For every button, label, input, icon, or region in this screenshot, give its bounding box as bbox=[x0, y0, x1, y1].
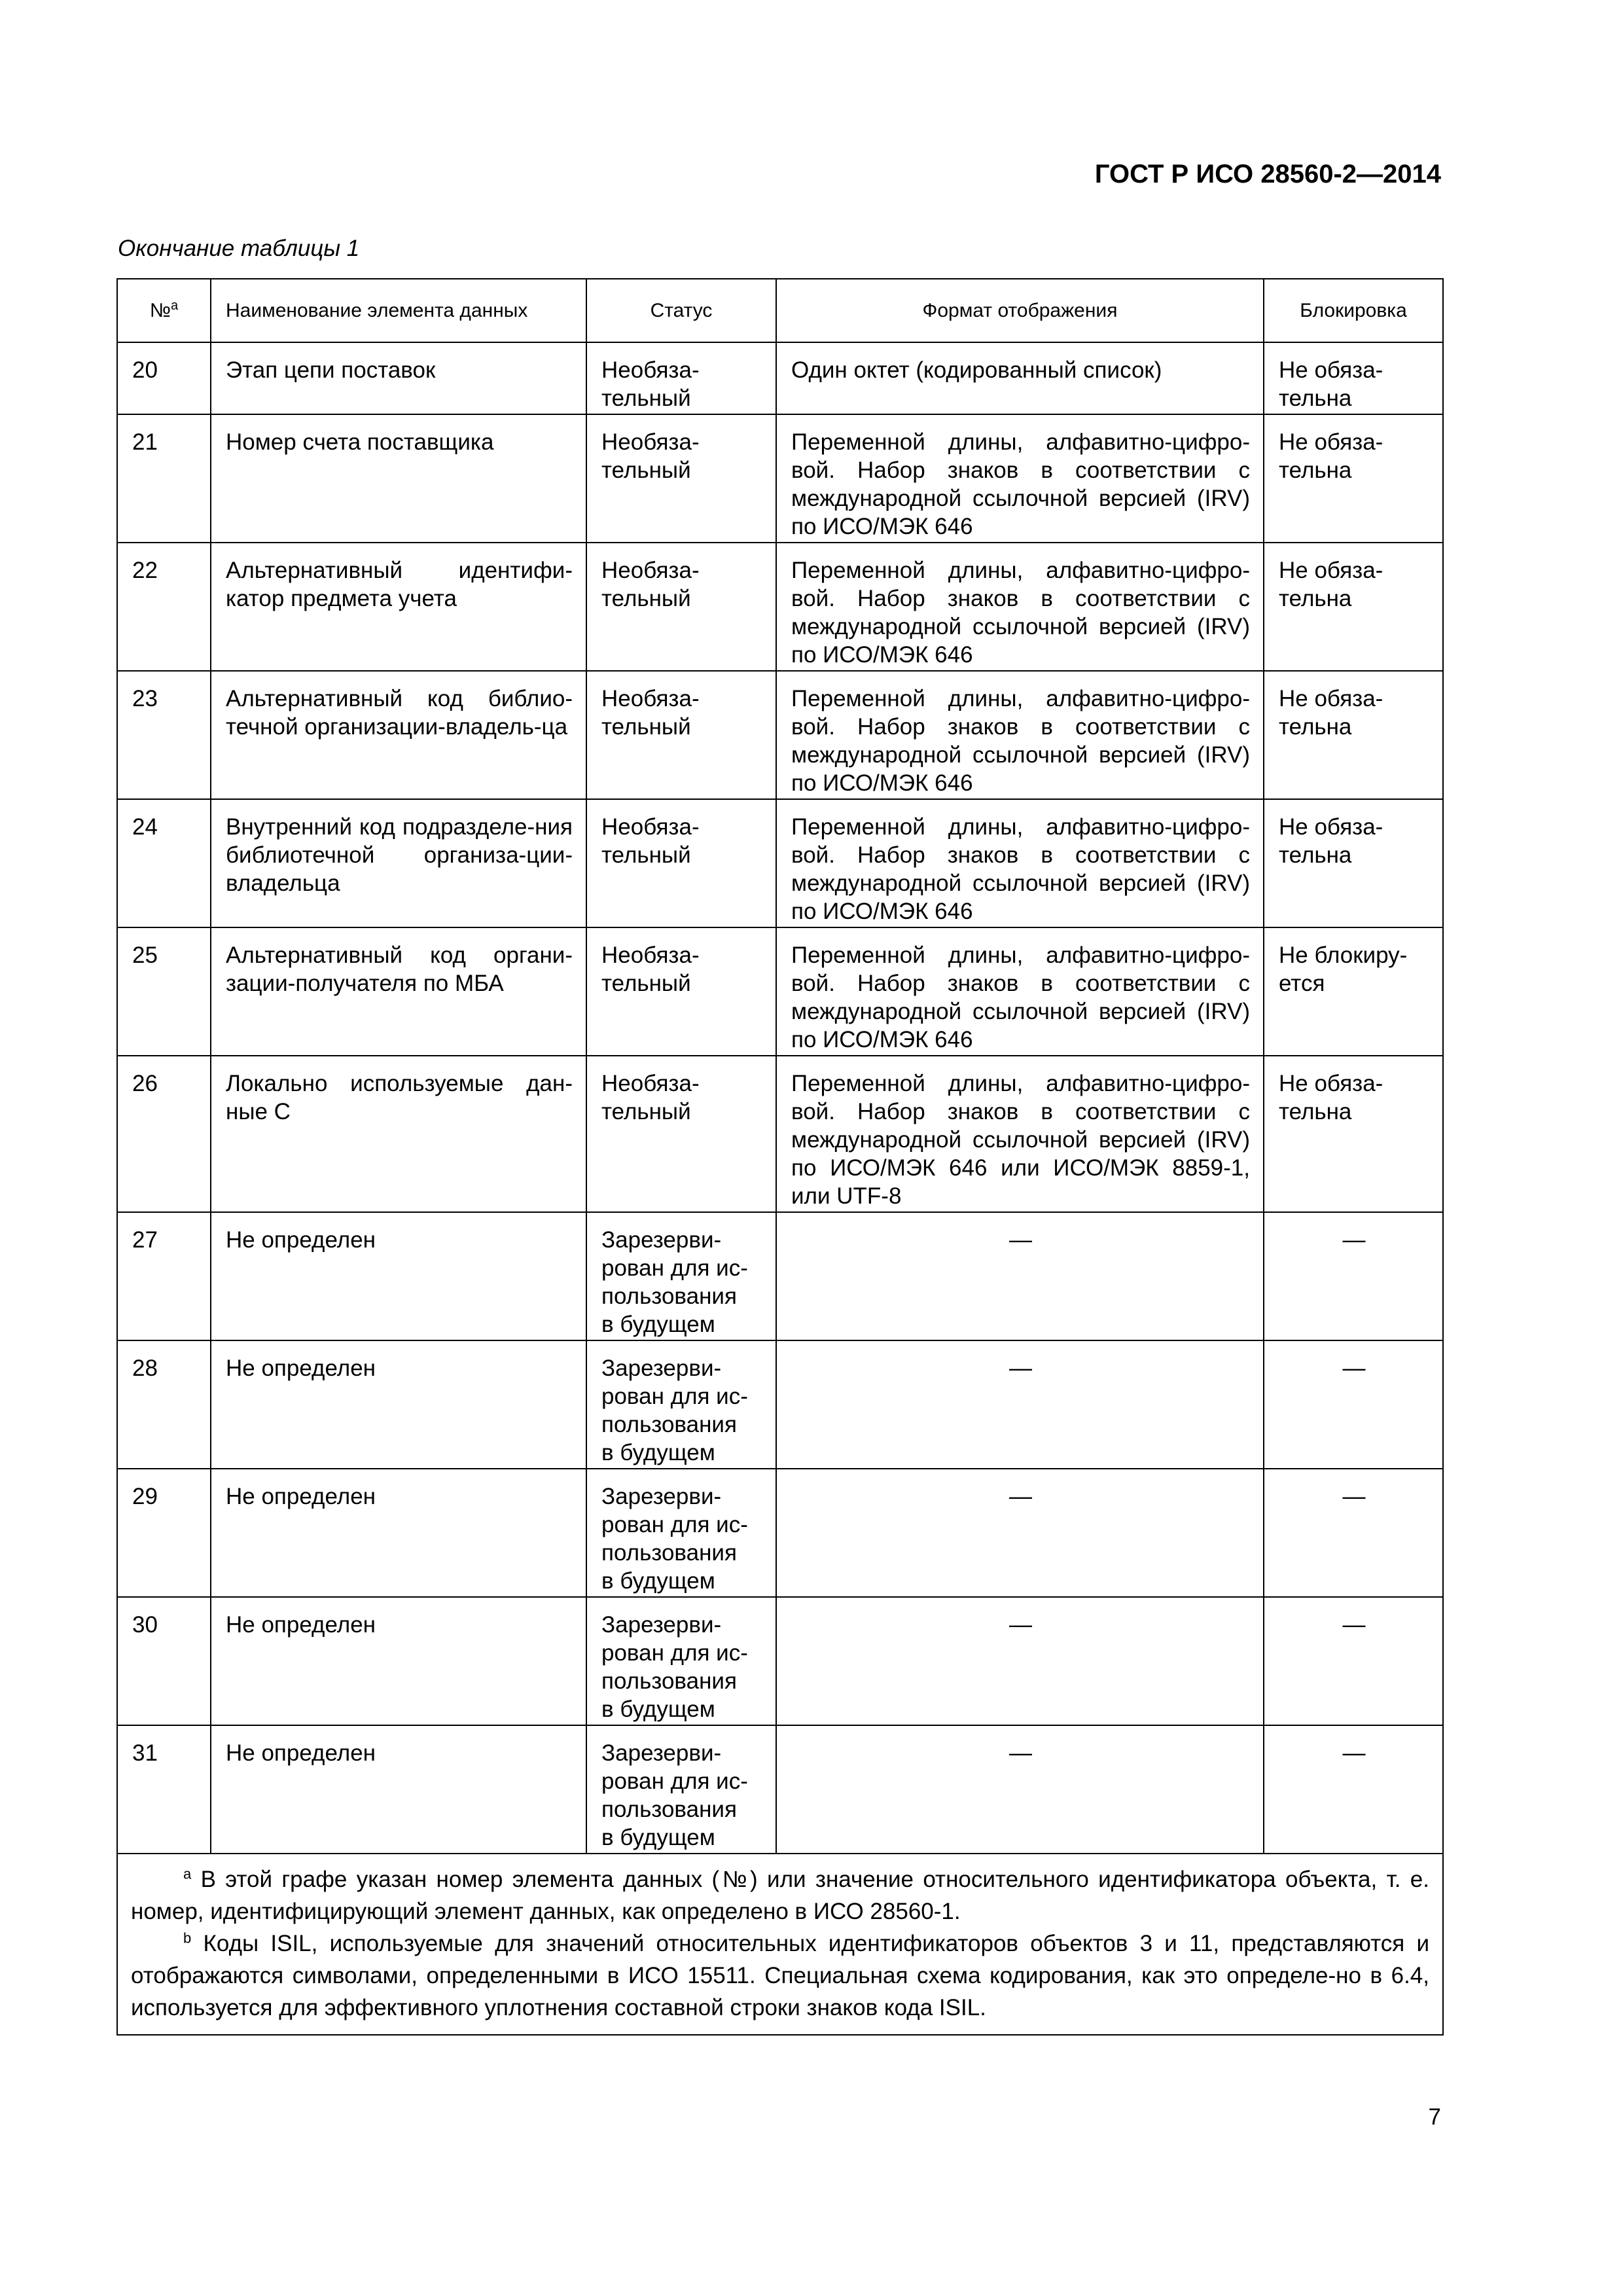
column-header-name: Наименование элемента данных bbox=[211, 279, 586, 342]
table-row bbox=[117, 1056, 1443, 1212]
document-code: ГОСТ Р ИСО 28560-2—2014 bbox=[1094, 160, 1441, 188]
cell-lock: Не обяза- тельна bbox=[1264, 414, 1443, 543]
table-caption: Окончание таблицы 1 bbox=[118, 236, 360, 261]
cell-display-format: Переменной длины, алфавитно-цифро-вой. Набор знаков в соответствии с международной ссылочной версией (IRV) по ИСО/МЭК 646 или ИСО/МЭК 8859-1, или UTF-8 bbox=[776, 1056, 1264, 1212]
cell-number: 23 bbox=[117, 671, 211, 799]
column-header-format: Формат отображения bbox=[776, 279, 1264, 342]
table-notes bbox=[117, 1854, 1443, 2035]
cell-number: 21 bbox=[117, 414, 211, 543]
cell-element-name: Альтернативный идентифи-катор предмета учета bbox=[211, 543, 586, 671]
cell-lock: Не обяза- тельна bbox=[1264, 671, 1443, 799]
cell-number: 20 bbox=[117, 342, 211, 414]
footnote-b bbox=[131, 1928, 1429, 2024]
cell-element-name: Альтернативный код библио-течной организации-владель-ца bbox=[211, 671, 586, 799]
table-notes-row bbox=[117, 1854, 1443, 2035]
cell-number: 29 bbox=[117, 1469, 211, 1597]
table-row bbox=[117, 1340, 1443, 1469]
cell-status: Зарезерви- рован для ис- пользования в будущем bbox=[586, 1469, 776, 1597]
page-number: 7 bbox=[1428, 2104, 1441, 2130]
cell-number: 22 bbox=[117, 543, 211, 671]
cell-element-name: Не определен bbox=[211, 1469, 586, 1597]
table-body bbox=[117, 342, 1443, 1854]
cell-lock: Не блокиру- ется bbox=[1264, 927, 1443, 1056]
footnote-b-marker: b bbox=[183, 1929, 192, 1946]
cell-lock: Не обяза- тельна bbox=[1264, 1056, 1443, 1212]
cell-status: Зарезерви- рован для ис- пользования в будущем bbox=[586, 1725, 776, 1854]
table-row bbox=[117, 927, 1443, 1056]
column-header-number: №$^a$ bbox=[117, 279, 211, 342]
footnote-marker: a bbox=[171, 298, 179, 313]
cell-number: 31 bbox=[117, 1725, 211, 1854]
column-header-status: Статус bbox=[586, 279, 776, 342]
cell-number: 28 bbox=[117, 1340, 211, 1469]
footnote-a-marker: a bbox=[183, 1865, 192, 1882]
cell-lock: — bbox=[1264, 1340, 1443, 1469]
cell-element-name: Номер счета поставщика bbox=[211, 414, 586, 543]
table-row bbox=[117, 1597, 1443, 1725]
cell-status: Необяза- тельный bbox=[586, 414, 776, 543]
cell-status: Зарезерви- рован для ис- пользования в будущем bbox=[586, 1212, 776, 1340]
cell-number: 25 bbox=[117, 927, 211, 1056]
cell-element-name: Этап цепи поставок bbox=[211, 342, 586, 414]
cell-element-name: Альтернативный код органи-зации-получателя по МБА bbox=[211, 927, 586, 1056]
cell-number: 24 bbox=[117, 799, 211, 927]
cell-display-format: — bbox=[776, 1725, 1264, 1854]
cell-number: 27 bbox=[117, 1212, 211, 1340]
cell-element-name: Внутренний код подразделе-ния библиотечной организа-ции-владельца bbox=[211, 799, 586, 927]
cell-lock: — bbox=[1264, 1469, 1443, 1597]
cell-lock: — bbox=[1264, 1597, 1443, 1725]
table-row bbox=[117, 543, 1443, 671]
cell-lock: — bbox=[1264, 1725, 1443, 1854]
cell-status: Зарезерви- рован для ис- пользования в будущем bbox=[586, 1597, 776, 1725]
cell-display-format: — bbox=[776, 1597, 1264, 1725]
cell-lock: — bbox=[1264, 1212, 1443, 1340]
cell-status: Необяза- тельный bbox=[586, 799, 776, 927]
cell-display-format: Переменной длины, алфавитно-цифро-вой. Набор знаков в соответствии с международной ссылочной версией (IRV) по ИСО/МЭК 646 bbox=[776, 799, 1264, 927]
cell-display-format: — bbox=[776, 1469, 1264, 1597]
cell-status: Необяза- тельный bbox=[586, 927, 776, 1056]
cell-lock: Не обяза- тельна bbox=[1264, 799, 1443, 927]
data-elements-table bbox=[116, 278, 1442, 2036]
cell-element-name: Не определен bbox=[211, 1597, 586, 1725]
cell-display-format: Переменной длины, алфавитно-цифро-вой. Набор знаков в соответствии с международной ссылочной версией (IRV) по ИСО/МЭК 646 bbox=[776, 414, 1264, 543]
cell-display-format: — bbox=[776, 1340, 1264, 1469]
cell-status: Необяза- тельный bbox=[586, 543, 776, 671]
cell-display-format: Переменной длины, алфавитно-цифро-вой. Набор знаков в соответствии с международной ссылочной версией (IRV) по ИСО/МЭК 646 bbox=[776, 927, 1264, 1056]
table-row bbox=[117, 1725, 1443, 1854]
cell-number: 30 bbox=[117, 1597, 211, 1725]
table-row bbox=[117, 1469, 1443, 1597]
cell-element-name: Не определен bbox=[211, 1725, 586, 1854]
cell-status: Необяза- тельный bbox=[586, 671, 776, 799]
cell-lock: Не обяза- тельна bbox=[1264, 342, 1443, 414]
cell-display-format: Переменной длины, алфавитно-цифро-вой. Набор знаков в соответствии с международной ссылочной версией (IRV) по ИСО/МЭК 646 bbox=[776, 543, 1264, 671]
footnote-a-text: В этой графе указан номер элемента данных (№) или значение относительного идентификатора объекта, т. е. номер, идентифицирующий элемент данных, как определено в ИСО 28560-1. bbox=[131, 1867, 1429, 1924]
cell-lock: Не обяза- тельна bbox=[1264, 543, 1443, 671]
footnote-b-text: Коды ISIL, используемые для значений относительных идентификаторов объектов 3 и 11, представляются и отображаются символами, определенными в ИСО 15511. Специальная схема кодирования, как это определе-но в 6.4, используется для эффективного уплотнения составной строки знаков кода ISIL. bbox=[131, 1931, 1429, 2020]
cell-display-format: Переменной длины, алфавитно-цифро-вой. Набор знаков в соответствии с международной ссылочной версией (IRV) по ИСО/МЭК 646 bbox=[776, 671, 1264, 799]
table-row bbox=[117, 799, 1443, 927]
table-row bbox=[117, 671, 1443, 799]
footnote-a bbox=[131, 1863, 1429, 1928]
cell-display-format: — bbox=[776, 1212, 1264, 1340]
table-row bbox=[117, 1212, 1443, 1340]
cell-number: 26 bbox=[117, 1056, 211, 1212]
column-header-lock: Блокировка bbox=[1264, 279, 1443, 342]
cell-status: Необяза- тельный bbox=[586, 1056, 776, 1212]
table-row bbox=[117, 342, 1443, 414]
table-header-row bbox=[117, 279, 1443, 342]
cell-status: Необяза- тельный bbox=[586, 342, 776, 414]
cell-status: Зарезерви- рован для ис- пользования в будущем bbox=[586, 1340, 776, 1469]
cell-element-name: Локально используемые дан-ные С bbox=[211, 1056, 586, 1212]
cell-element-name: Не определен bbox=[211, 1212, 586, 1340]
cell-display-format: Один октет (кодированный список) bbox=[776, 342, 1264, 414]
cell-element-name: Не определен bbox=[211, 1340, 586, 1469]
table-row bbox=[117, 414, 1443, 543]
